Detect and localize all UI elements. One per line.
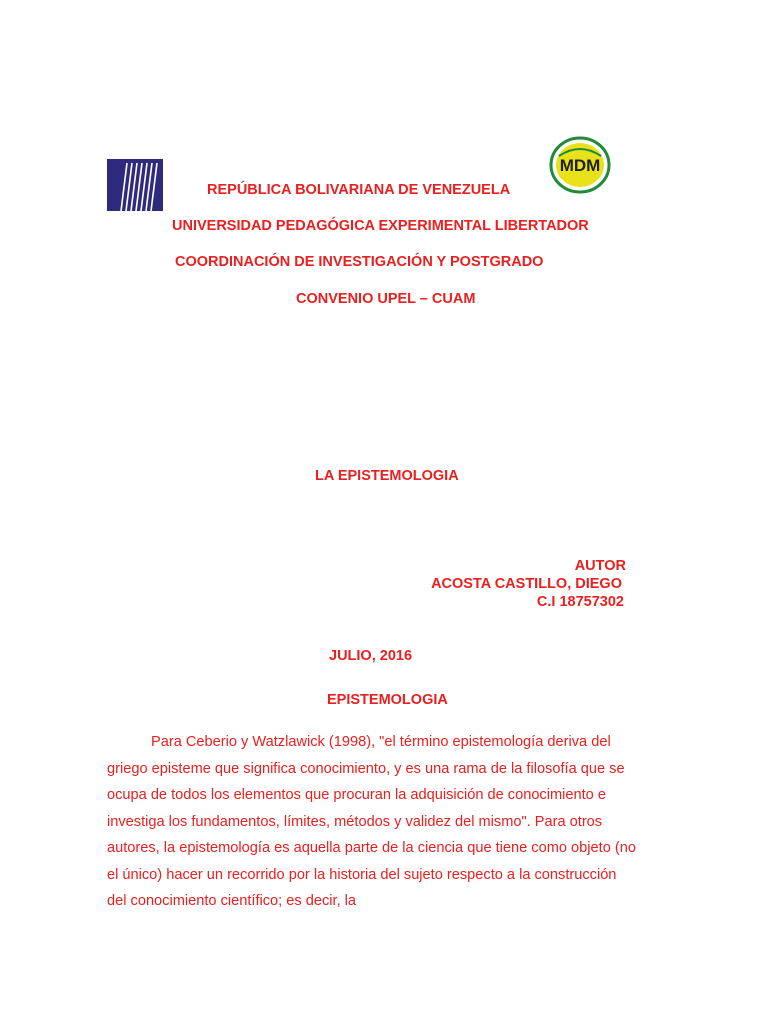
author-label: AUTOR (574, 558, 626, 574)
header-universidad: UNIVERSIDAD PEDAGÓGICA EXPERIMENTAL LIBERTADOR (172, 218, 589, 234)
header-coordinacion: COORDINACIÓN DE INVESTIGACIÓN Y POSTGRADO (175, 254, 544, 270)
header-republica: REPÚBLICA BOLIVARIANA DE VENEZUELA (207, 182, 511, 198)
cuam-logo (549, 136, 611, 194)
body-paragraph: Para Ceberio y Watzlawick (1998), "el término epistemología deriva del griego episteme que significa conocimiento, y es una rama de la filosofía que se ocupa de todos los elementos que procuran la adquisición de conocimiento e investiga los fundamentos, límites, métodos y validez del mismo". Para otros autores, la epistemología es aquella parte de la ciencia que tiene como objeto (no el único) hacer un recorrido por la historia del sujeto respecto a la construcción del conocimiento científico; es decir, la (107, 734, 636, 909)
cuam-logo-text: MDM (559, 156, 601, 175)
body-text (107, 729, 637, 915)
document-title: LA EPISTEMOLOGIA (315, 468, 459, 484)
author-name: ACOSTA CASTILLO, DIEGO (431, 576, 622, 592)
document-date: JULIO, 2016 (329, 648, 413, 664)
upel-logo (107, 159, 163, 211)
cuam-logo-graphic (549, 136, 611, 194)
upel-logo-graphic (107, 159, 163, 211)
header-convenio: CONVENIO UPEL – CUAM (296, 291, 476, 307)
section-heading: EPISTEMOLOGIA (327, 692, 448, 708)
author-id: C.I 18757302 (536, 594, 624, 610)
